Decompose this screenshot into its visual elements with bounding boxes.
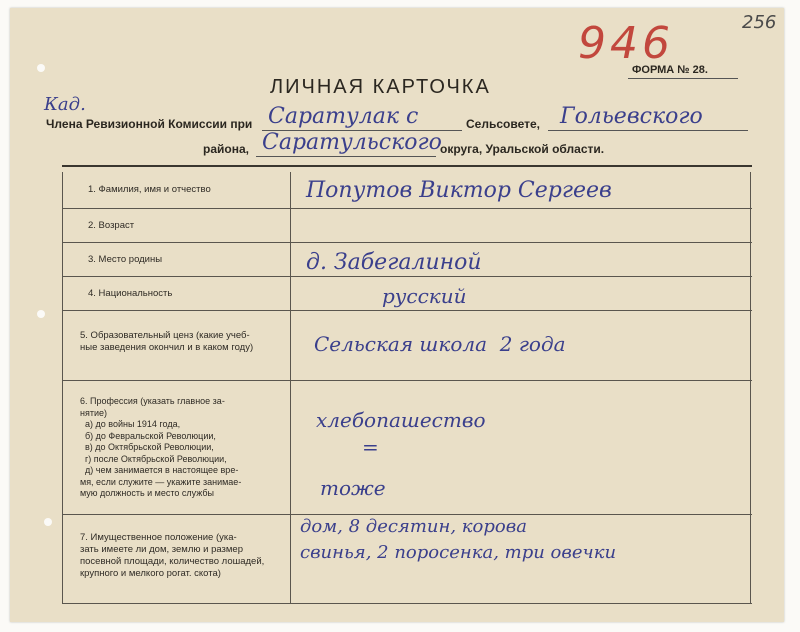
punch-hole bbox=[37, 64, 45, 72]
table-bottom-border bbox=[62, 603, 752, 604]
header-prefix: Члена Ревизионной Комиссии при bbox=[46, 117, 253, 131]
form-table bbox=[62, 172, 752, 604]
field-value-profession-current: тоже bbox=[320, 476, 386, 500]
field-label-education: 5. Образовательный ценз (какие учеб- ные заведения окончил и в каком году) bbox=[80, 330, 254, 353]
field-value-education: Сельская школа 2 года bbox=[314, 332, 566, 356]
ditto-mark: = bbox=[362, 435, 379, 459]
rayon-underline bbox=[256, 156, 436, 157]
page-number: 256 bbox=[742, 12, 777, 33]
field-value-property-line2: свинья, 2 поросенка, три овечки bbox=[300, 542, 617, 563]
field-label-nationality: 4. Национальность bbox=[88, 288, 173, 299]
punch-hole bbox=[37, 310, 45, 318]
field-label-name: 1. Фамилия, имя и отчество bbox=[88, 184, 211, 195]
form-number: ФОРМА № 28. bbox=[632, 64, 708, 76]
field-value-name: Попутов Виктор Сергеев bbox=[306, 178, 612, 203]
district-underline bbox=[548, 130, 748, 131]
row-divider bbox=[62, 242, 752, 243]
table-column-divider bbox=[290, 172, 291, 604]
field-value-profession: хлебопашество bbox=[316, 408, 486, 432]
field-label-profession: 6. Профессия (указать главное за- нятие) а) до войны 1914 года, б) до Февральской Революции, в) до Октябрьской Революции, г) после Октябрьской Революции, д) чем занимается в настоящее вре- мя, если служите — укажите занимае- мую должность и место службы bbox=[80, 396, 242, 498]
table-left-border bbox=[62, 172, 63, 604]
field-label-property: 7. Имущественное положение (ука- зать имеете ли дом, землю и размер посевной площади, количество лошадей, крупного и мелкого рогат. скота) bbox=[80, 532, 265, 579]
field-value-nationality: русский bbox=[382, 284, 467, 308]
table-right-border bbox=[750, 172, 751, 604]
table-top-rule bbox=[62, 165, 752, 167]
selsovet-value: Саратулак с bbox=[268, 104, 419, 129]
header-selsovet-label: Сельсовете, bbox=[466, 117, 540, 131]
punch-hole bbox=[44, 518, 52, 526]
corner-annotation: Кад. bbox=[44, 94, 86, 115]
row-divider bbox=[62, 514, 752, 515]
rayon-value: Саратульского bbox=[262, 130, 442, 155]
header-rayon-label: района, bbox=[203, 142, 249, 156]
field-value-birthplace: д. Забегалиной bbox=[306, 250, 482, 275]
field-label-age: 2. Возраст bbox=[88, 220, 135, 231]
field-value-property-line1: дом, 8 десятин, корова bbox=[300, 516, 527, 537]
row-divider bbox=[62, 276, 752, 277]
red-stamp-number: 946 bbox=[578, 18, 674, 69]
field-label-birthplace: 3. Место родины bbox=[88, 254, 163, 265]
form-underline bbox=[628, 78, 738, 79]
row-divider bbox=[62, 208, 752, 209]
district-value: Гольевского bbox=[560, 104, 703, 129]
row-divider bbox=[62, 380, 752, 381]
page-title: ЛИЧНАЯ КАРТОЧКА bbox=[270, 76, 491, 98]
row-divider bbox=[62, 310, 752, 311]
header-okrug-label: округа, Уральской области. bbox=[440, 142, 605, 156]
